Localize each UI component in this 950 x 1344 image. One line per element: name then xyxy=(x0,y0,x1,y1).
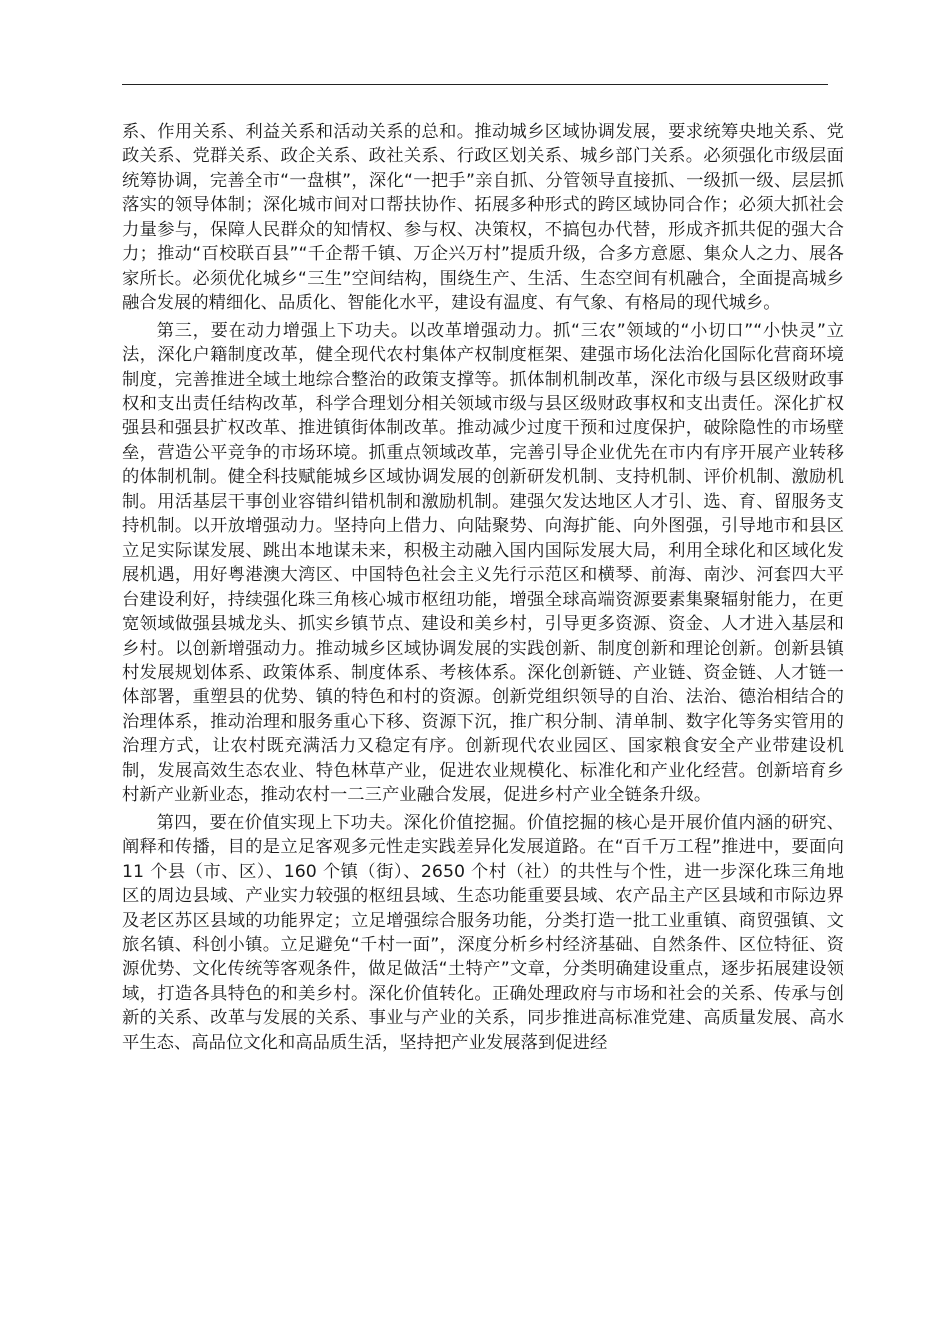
header-rule xyxy=(122,84,828,85)
body-text xyxy=(122,120,844,1058)
paragraph-fourth-point: 第四，要在价值实现上下功夫。深化价值挖掘。价值挖掘的核心是开展价值内涵的研究、阐释和传播，目的是立足客观多元性走实践差异化发展道路。在“百千万工程”推进中，要面向 11 个县（市、区）、160 个镇（街）、2650 个村（社）的共性与个性，进一步深化珠三角地区的周边县域、产业实力较强的枢纽县域、生态功能重要县域、农产品主产区县域和市际边界及老区苏区县域的功能界定；立足增强综合服务功能，分类打造一批工业重镇、商贸强镇、文旅名镇、科创小镇。立足避免“千村一面”，深度分析乡村经济基础、自然条件、区位特征、资源优势、文化传统等客观条件，做足做活“土特产”文章，分类明确建设重点，逐步拓展建设领域，打造各具特色的和美乡村。深化价值转化。正确处理政府与市场和社会的关系、传承与创新的关系、改革与发展的关系、事业与产业的关系，同步推进高标准党建、高质量发展、高水平生态、高品位文化和高品质生活，坚持把产业发展落到促进经 xyxy=(122,812,844,1053)
paragraph-continued: 系、作用关系、利益关系和活动关系的总和。推动城乡区域协调发展，要求统筹央地关系、党政关系、党群关系、政企关系、政社关系、行政区划关系、城乡部门关系。必须强化市级层面统筹协调，完善全市“一盘棋”，深化“一把手”亲自抓、分管领导直接抓、一级抓一级、层层抓落实的领导体制；深化城市间对口帮扶协作、拓展多种形式的跨区域协同合作；必须大抓社会力量参与，保障人民群众的知情权、参与权、决策权，不搞包办代替，形成齐抓共促的强大合力；推动“百校联百县”“千企帮千镇、万企兴万村”提质升级，合多方意愿、集众人之力、展各家所长。必须优化城乡“三生”空间结构，围绕生产、生活、生态空间有机融合，全面提高城乡融合发展的精细化、品质化、智能化水平，建设有温度、有气象、有格局的现代城乡。 xyxy=(122,122,844,314)
paragraph-third-point: 第三，要在动力增强上下功夫。以改革增强动力。抓“三农”领域的“小切口”“小快灵”立法，深化户籍制度改革，健全现代农村集体产权制度框架、建强市场化法治化国际化营商环境制度，完善推进全域土地综合整治的政策支撑等。抓体制机制改革，深化市级与县区级财政事权和支出责任结构改革，科学合理划分相关领域市级与县区级财政事权和支出责任。深化扩权强县和强县扩权改革、推进镇街体制改革。推动减少过度干预和过度保护，破除隐性的市场壁垒，营造公平竞争的市场环境。抓重点领域改革，完善引导企业优先在市内有序开展产业转移的体制机制。健全科技赋能城乡区域协调发展的创新研发机制、支持机制、评价机制、激励机制。用活基层干事创业容错纠错机制和激励机制。建强欠发达地区人才引、选、育、留服务支持机制。以开放增强动力。坚持向上借力、向陆聚势、向海扩能、向外图强，引导地市和县区立足实际谋发展、跳出本地谋未来，积极主动融入国内国际发展大局，利用全球化和区域化发展机遇，用好粤港澳大湾区、中国特色社会主义先行示范区和横琴、前海、南沙、河套四大平台建设利好，持续强化珠三角核心城市枢纽功能，增强全球高端资源要素集聚辐射能力，在更宽领域做强县城龙头、抓实乡镇节点、建设和美乡村，引导更多资源、资金、人才进入基层和乡村。以创新增强动力。推动城乡区域协调发展的实践创新、制度创新和理论创新。创新县镇村发展规划体系、政策体系、制度体系、考核体系。深化创新链、产业链、资金链、人才链一体部署，重塑县的优势、镇的特色和村的资源。创新党组织领导的自治、法治、德治相结合的治理体系，推动治理和服务重心下移、资源下沉，推广积分制、清单制、数字化等务实管用的治理方式，让农村既充满活力又稳定有序。创新现代农业园区、国家粮食安全产业带建设机制，发展高效生态农业、特色林草产业，促进农业规模化、标准化和产业化经营。创新培育乡村新产业新业态，推动农村一二三产业融合发展，促进乡村产业全链条升级。 xyxy=(122,320,844,806)
